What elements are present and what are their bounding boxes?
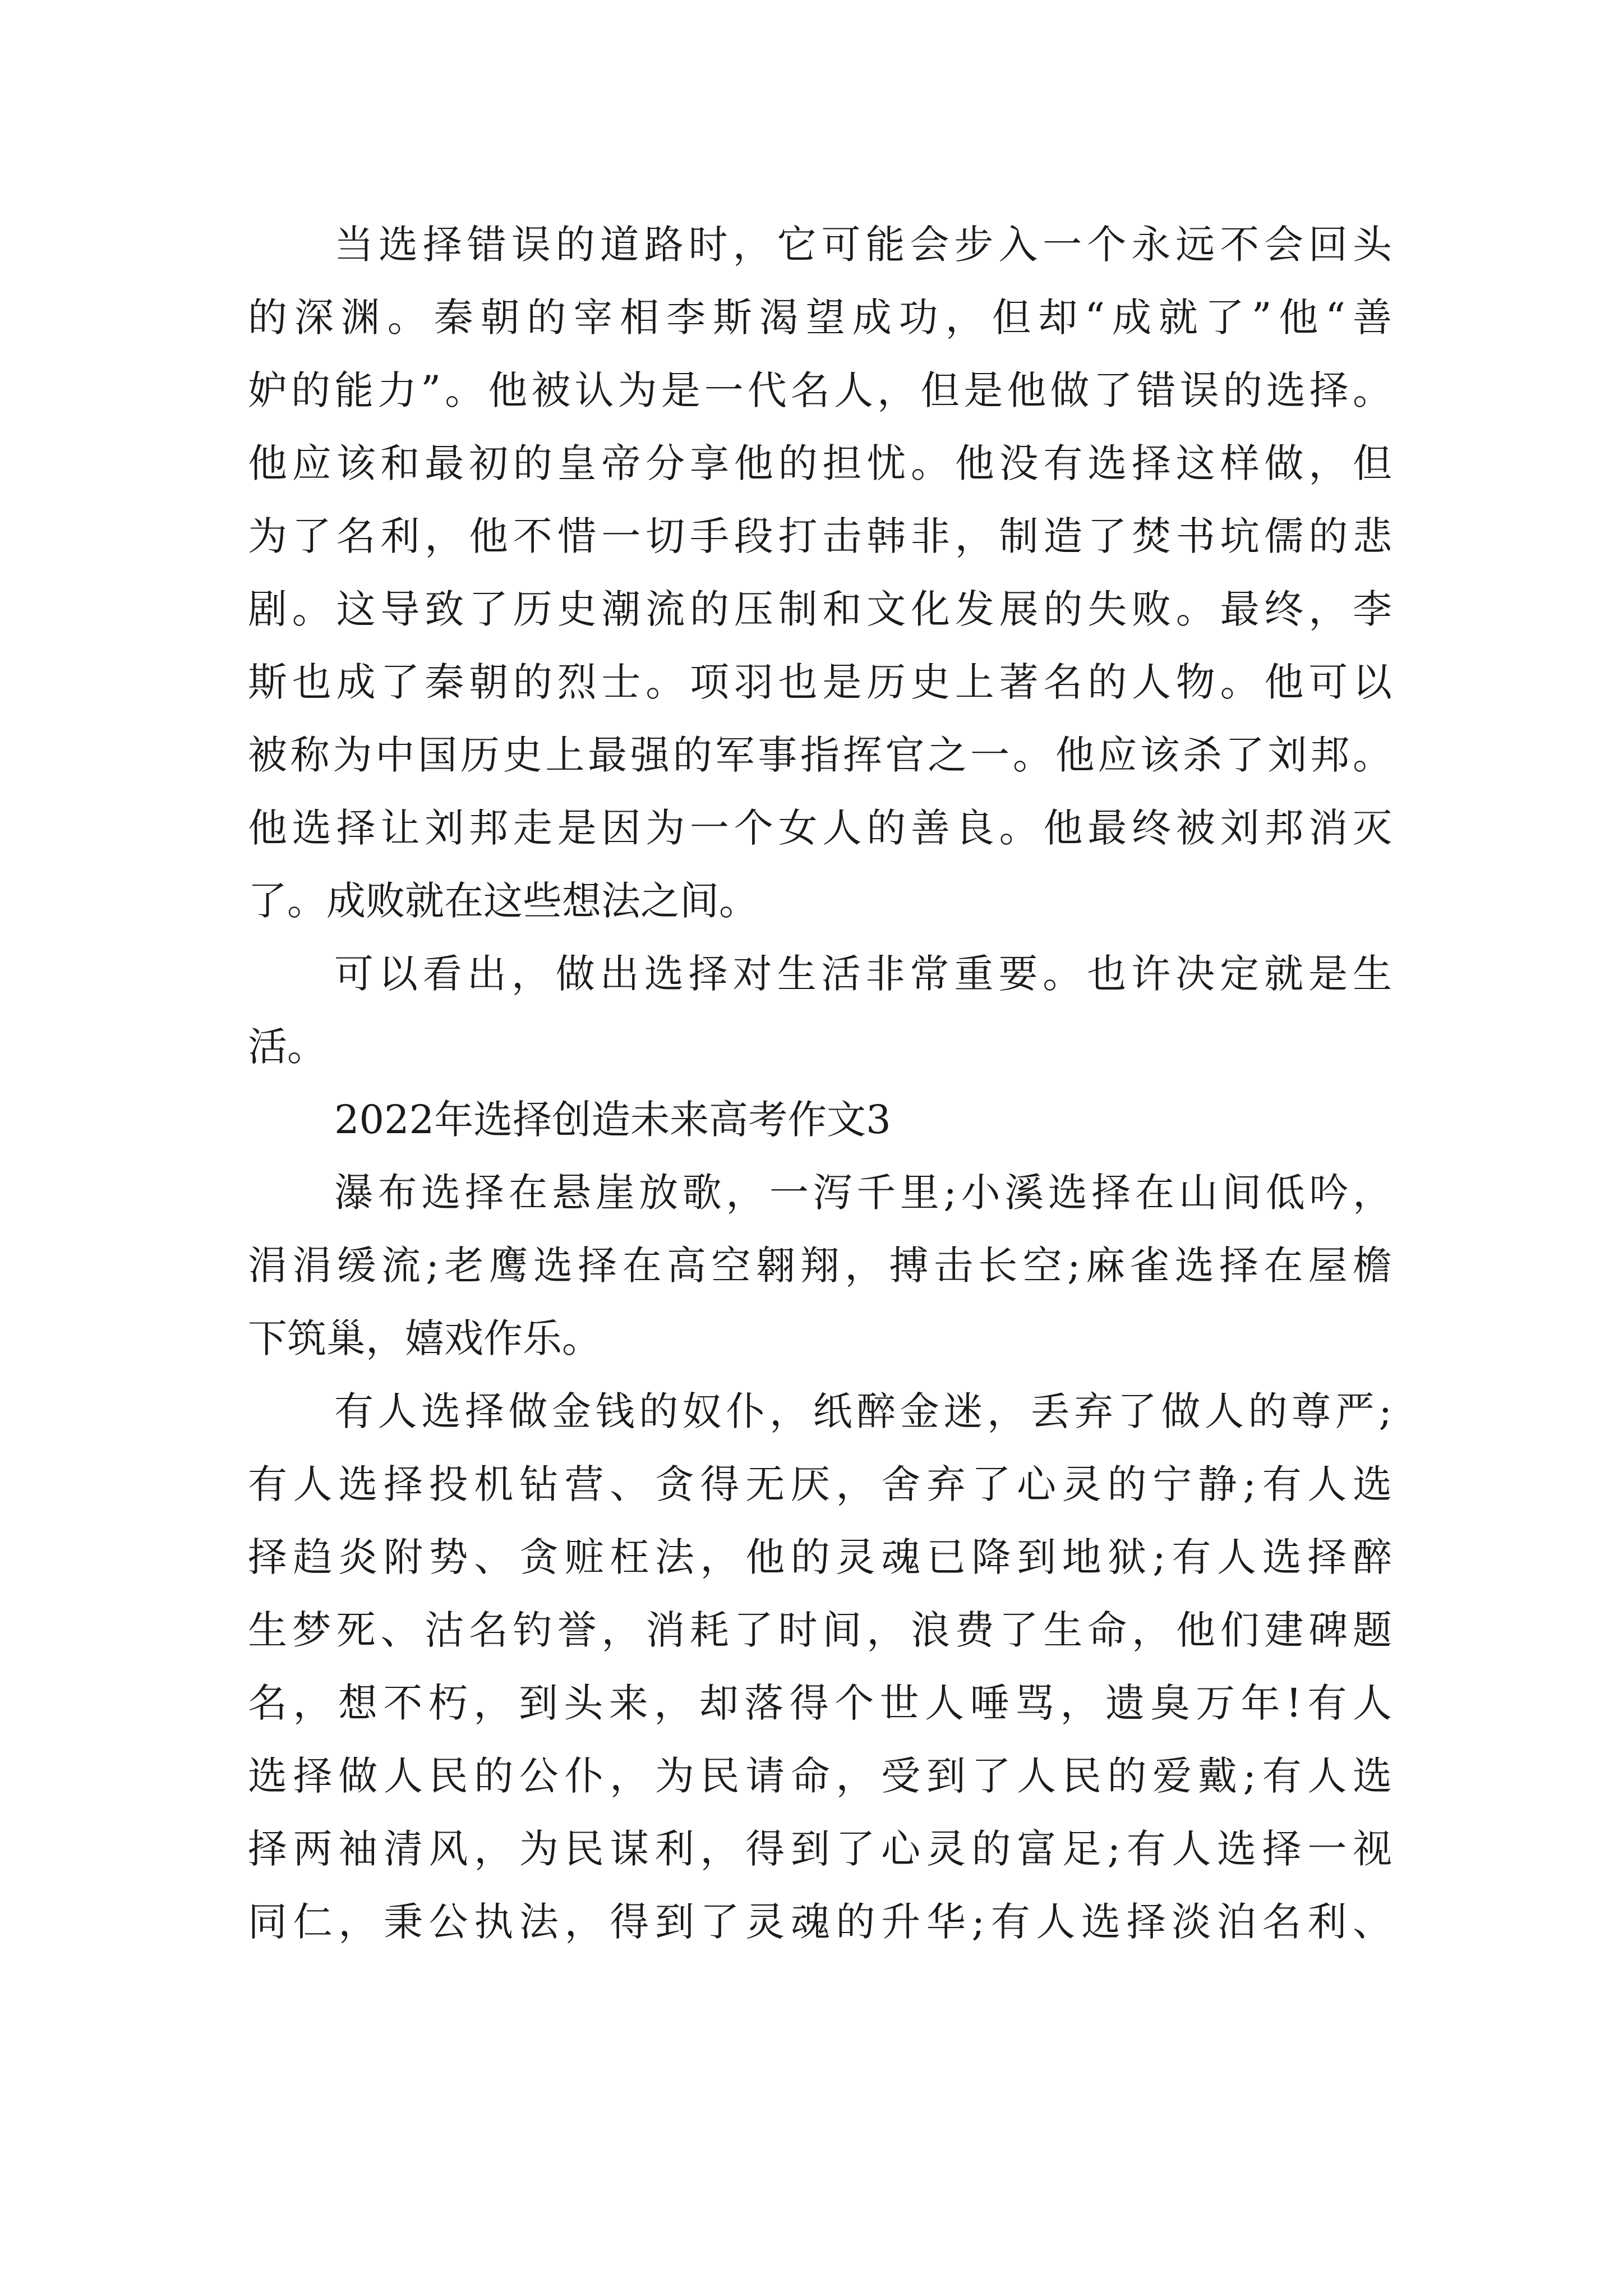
text-line: 名，想不朽，到头来，却落得个世人唾骂，遗臭万年!有人	[248, 1680, 1392, 1726]
text-line: 同仁，秉公执法，得到了灵魂的升华;有人选择淡泊名利、	[248, 1899, 1392, 1945]
text-line: 生梦死、沽名钓誉，消耗了时间，浪费了生命，他们建碑题	[248, 1607, 1392, 1653]
text-line: 瀑布选择在悬崖放歌，一泻千里;小溪选择在山间低吟，	[334, 1170, 1392, 1216]
text-line: 了。成败就在这些想法之间。	[248, 878, 758, 924]
text-line: 有人选择投机钻营、贪得无厌，舍弃了心灵的宁静;有人选	[248, 1461, 1392, 1507]
section-heading: 2022年选择创造未来高考作文3	[334, 1097, 891, 1143]
text-line: 可以看出，做出选择对生活非常重要。也许决定就是生	[334, 951, 1392, 997]
text-line: 当选择错误的道路时，它可能会步入一个永远不会回头	[334, 222, 1392, 268]
text-line: 择两袖清风，为民谋利，得到了心灵的富足;有人选择一视	[248, 1826, 1392, 1872]
text-line: 择趋炎附势、贪赃枉法，他的灵魂已降到地狱;有人选择醉	[248, 1534, 1392, 1580]
text-line: 下筑巢，嬉戏作乐。	[248, 1315, 601, 1361]
text-line: 有人选择做金钱的奴仆，纸醉金迷，丢弃了做人的尊严;	[334, 1388, 1392, 1434]
text-line: 涓涓缓流;老鹰选择在高空翱翔，搏击长空;麻雀选择在屋檐	[248, 1243, 1392, 1289]
text-line: 他应该和最初的皇帝分享他的担忧。他没有选择这样做，但	[248, 440, 1392, 486]
text-line: 他选择让刘邦走是因为一个女人的善良。他最终被刘邦消灭	[248, 805, 1392, 851]
text-line: 的深渊。秦朝的宰相李斯渴望成功，但却“成就了”他“善	[248, 295, 1392, 341]
text-line: 妒的能力”。他被认为是一代名人，但是他做了错误的选择。	[248, 367, 1392, 413]
text-line: 选择做人民的公仆，为民请命，受到了人民的爱戴;有人选	[248, 1753, 1392, 1799]
text-line: 剧。这导致了历史潮流的压制和文化发展的失败。最终，李	[248, 586, 1392, 632]
text-line: 活。	[248, 1024, 326, 1070]
text-line: 被称为中国历史上最强的军事指挥官之一。他应该杀了刘邦。	[248, 732, 1392, 778]
text-line: 为了名利，他不惜一切手段打击韩非，制造了焚书坑儒的悲	[248, 513, 1392, 559]
text-line: 斯也成了秦朝的烈士。项羽也是历史上著名的人物。他可以	[248, 659, 1392, 705]
